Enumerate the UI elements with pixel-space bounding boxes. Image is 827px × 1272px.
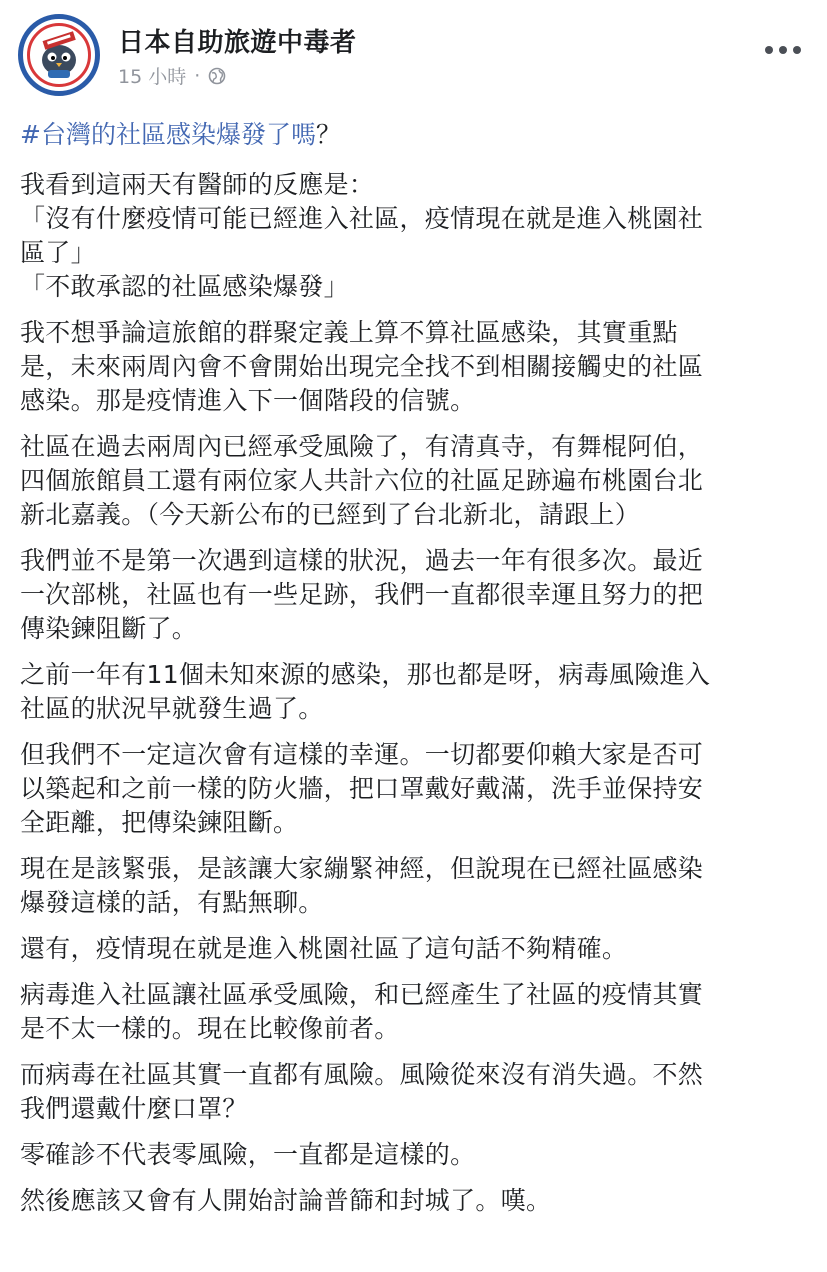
paragraph-line: 現在是該緊張，是該讓大家繃緊神經，但說現在已經社區感染 (20, 854, 704, 883)
paragraph-line: 病毒進入社區讓社區承受風險，和已經產生了社區的疫情其實 (20, 980, 704, 1009)
post-paragraph (20, 316, 810, 418)
paragraph-line: 但我們不一定這次會有這樣的幸運。一切都要仰賴大家是否可 (20, 740, 704, 769)
post-paragraph (20, 932, 810, 966)
paragraph-line: 然後應該又會有人開始討論普篩和封城了。嘆。 (20, 1186, 552, 1215)
paragraph-line: 傳染鍊阻斷了。 (20, 614, 198, 643)
paragraph-line: 我們並不是第一次遇到這樣的狀況，過去一年有很多次。最近 (20, 546, 704, 575)
paragraph-line: 爆發這樣的話，有點無聊。 (20, 888, 324, 917)
paragraph-line: 我們還戴什麼口罩？ (20, 1094, 248, 1123)
more-dots-icon (763, 40, 803, 60)
hashtag-suffix: ？ (315, 120, 341, 149)
avatar-logo (27, 23, 91, 87)
paragraph-line: 社區在過去兩周內已經承受風險了，有清真寺，有舞棍阿伯， (20, 432, 704, 461)
paragraph-line: 以築起和之前一樣的防火牆，把口罩戴好戴滿，洗手並保持安 (20, 774, 704, 803)
post-paragraph (20, 658, 810, 726)
post-paragraph (20, 1138, 810, 1172)
post-paragraph (20, 430, 810, 532)
paragraph-line: 全距離，把傳染鍊阻斷。 (20, 808, 299, 837)
paragraph-line: 零確診不代表零風險，一直都是這樣的。 (20, 1140, 476, 1169)
paragraph-line: 社區的狀況早就發生過了。 (20, 694, 324, 723)
paragraph-line: 一次部桃，社區也有一些足跡，我們一直都很幸運且努力的把 (20, 580, 704, 609)
paragraph-line: 「沒有什麼疫情可能已經進入社區，疫情現在就是進入桃園社 (20, 204, 704, 233)
post-timestamp[interactable]: 15 小時 (118, 66, 187, 88)
more-options-button[interactable] (763, 40, 803, 60)
globe-icon (208, 67, 226, 85)
paragraph-line: 「不敢承認的社區感染爆發」 (20, 272, 349, 301)
post-paragraph (20, 738, 810, 840)
post-paragraph (20, 168, 810, 304)
post-paragraph (20, 1184, 810, 1218)
paragraph-line: 感染。那是疫情進入下一個階段的信號。 (20, 386, 476, 415)
paragraph-line: 四個旅館員工還有兩位家人共計六位的社區足跡遍布桃園台北 (20, 466, 704, 495)
paragraph-line: 而病毒在社區其實一直都有風險。風險從來沒有消失過。不然 (20, 1060, 704, 1089)
paragraph-line: 新北嘉義。（今天新公布的已經到了台北新北，請跟上） (20, 500, 641, 529)
post-body (20, 118, 810, 1230)
paragraph-line: 之前一年有11個未知來源的感染，那也都是呀，病毒風險進入 (20, 660, 711, 689)
meta-separator: · (194, 64, 201, 87)
paragraph-line: 區了」 (20, 238, 96, 267)
hashtag-line (20, 118, 810, 152)
post-paragraph (20, 544, 810, 646)
page-avatar[interactable] (18, 14, 100, 96)
paragraph-line: 還有，疫情現在就是進入桃園社區了這句話不夠精確。 (20, 934, 628, 963)
post-paragraph (20, 852, 810, 920)
post-meta (118, 62, 226, 89)
hashtag-link[interactable]: #台灣的社區感染爆發了嗎 (20, 120, 316, 149)
paragraph-line: 是，未來兩周內會不會開始出現完全找不到相關接觸史的社區 (20, 352, 704, 381)
post-header (0, 0, 827, 100)
post-paragraphs (20, 168, 810, 1218)
author-name[interactable]: 日本自助旅遊中毒者 (118, 28, 357, 58)
paragraph-line: 我不想爭論這旅館的群聚定義上算不算社區感染，其實重點 (20, 318, 678, 347)
paragraph-line: 是不太一樣的。現在比較像前者。 (20, 1014, 400, 1043)
post-paragraph (20, 978, 810, 1046)
post-paragraph (20, 1058, 810, 1126)
paragraph-line: 我看到這兩天有醫師的反應是： (20, 170, 375, 199)
